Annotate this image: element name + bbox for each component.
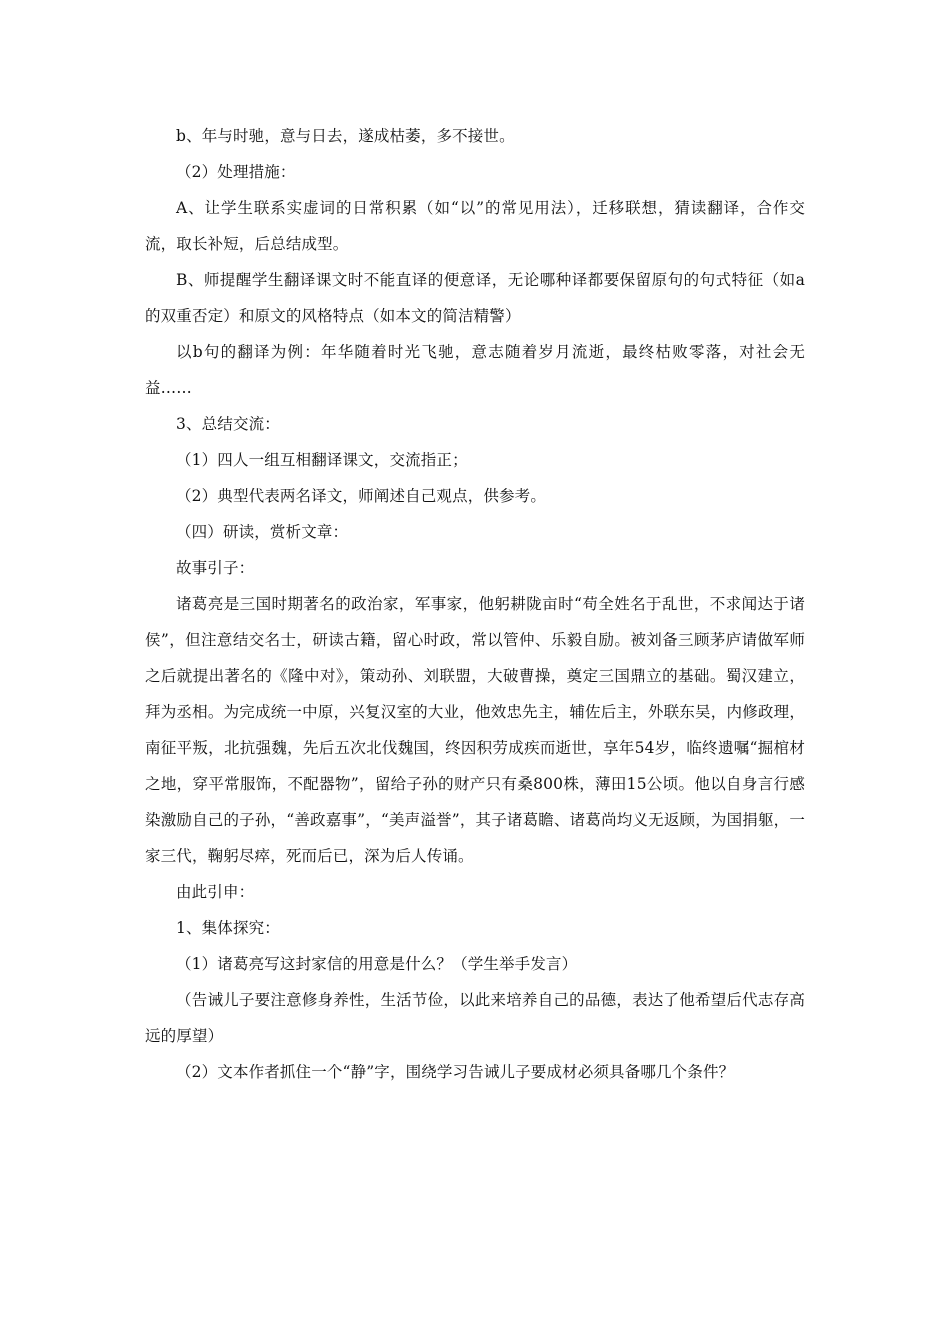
paragraph-measure-a: A、让学生联系实虚词的日常积累（如“以”的常见用法），迁移联想，猜读翻译，合作交流，取长补短，后总结成型。	[145, 199, 805, 253]
paragraph-section-four-heading: （四）研读，赏析文章：	[176, 523, 349, 541]
paragraph-group-inquiry-heading: 1、集体探究：	[176, 919, 280, 937]
document-body	[145, 118, 805, 1090]
paragraph-zhuge-liang-story: 诸葛亮是三国时期著名的政治家，军事家，他躬耕陇亩时“苟全姓名于乱世，不求闻达于诸侯”，但注意结交名士，研读古籍，留心时政，常以管仲、乐毅自励。被刘备三顾茅庐请做军师之后就提出著名的《隆中对》，策动孙、刘联盟，大破曹操，奠定三国鼎立的基础。蜀汉建立，拜为丞相。为完成统一中原，兴复汉室的大业，他效忠先主，辅佐后主，外联东吴，内修政理，南征平叛，北抗强魏，先后五次北伐魏国，终因积劳成疾而逝世，享年54岁，临终遗嘱“掘棺材之地，穿平常服饰，不配器物”，留给子孙的财产只有桑800株，薄田15公顷。他以自身言行感染激励自己的子孙，“善政嘉事”，“美声溢誉”，其子诸葛瞻、诸葛尚均义无返顾，为国捐躯，一家三代，鞠躬尽瘁，死而后已，深为后人传诵。	[145, 595, 805, 865]
paragraph-summary-2: （2）典型代表两名译文，师阐述自己观点，供参考。	[176, 487, 546, 505]
paragraph-extension-heading: 由此引申：	[176, 883, 255, 901]
paragraph-story-intro-heading: 故事引子：	[176, 559, 255, 577]
paragraph-measures-heading: （2）处理措施：	[176, 163, 296, 181]
paragraph-measure-b: B、师提醒学生翻译课文时不能直译的便意译，无论哪种译都要保留原句的句式特征（如a的双重否定）和原文的风格特点（如本文的简洁精警）	[145, 271, 805, 325]
paragraph-summary-heading: 3、总结交流：	[176, 415, 280, 433]
paragraph-question-2: （2）文本作者抓住一个“静”字，围绕学习告诫儿子要成材必须具备哪几个条件？	[176, 1063, 735, 1081]
paragraph-question-1: （1）诸葛亮写这封家信的用意是什么？（学生举手发言）	[176, 955, 578, 973]
paragraph-answer-1: （告诫儿子要注意修身养性，生活节俭，以此来培养自己的品德，表达了他希望后代志存高远的厚望）	[145, 991, 805, 1045]
paragraph-translation-example: 以b句的翻译为例：年华随着时光飞驰，意志随着岁月流逝，最终枯败零落，对社会无益……	[145, 343, 805, 397]
paragraph-b-sentence: b、年与时驰，意与日去，遂成枯萎，多不接世。	[176, 127, 515, 145]
paragraph-summary-1: （1）四人一组互相翻译课文，交流指正；	[176, 451, 468, 469]
